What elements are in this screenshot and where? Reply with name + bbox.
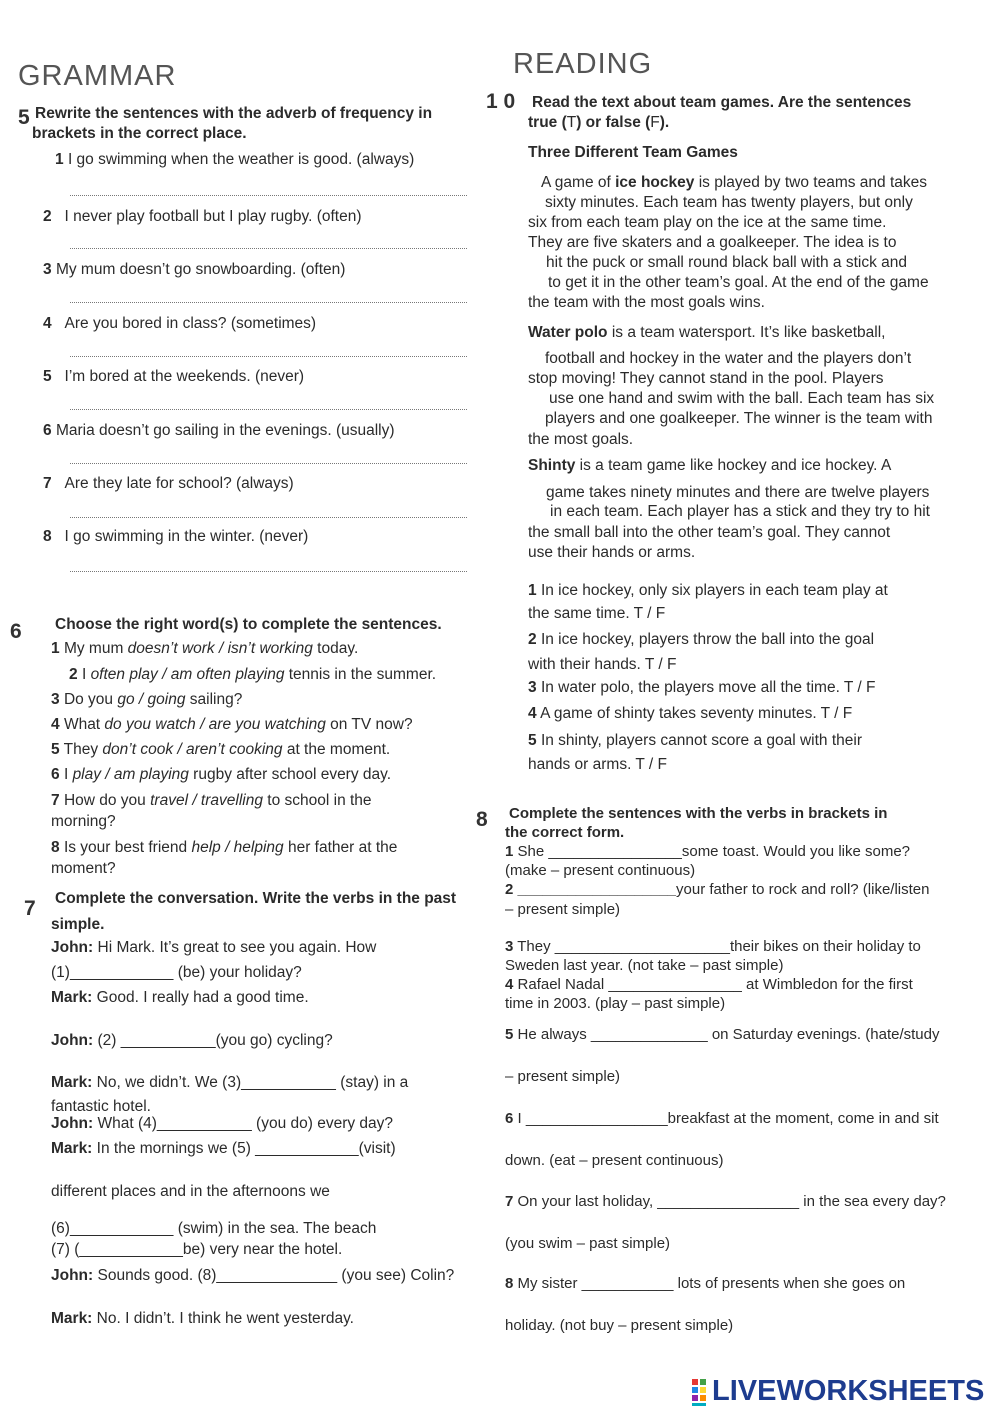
ex6-item-3: 3 Do you go / going sailing? — [51, 691, 243, 708]
ex6-choice-4[interactable]: do you watch / are you watching — [104, 716, 326, 733]
ex5-item-2: 2 I never play football but I play rugby. (often) — [43, 208, 362, 225]
ex5-item-1: 1 I go swimming when the weather is good. (always) — [55, 151, 415, 168]
ex6-choice-1[interactable]: doesn’t work / isn’t working — [127, 640, 313, 657]
reading-heading: READING — [513, 48, 653, 80]
tf-statement-1[interactable]: 1 In ice hockey, only six players in each team play at the same time. T / F — [528, 582, 888, 622]
ice-hockey-line-4: They are five skaters and a goalkeeper. The idea is to — [528, 234, 897, 251]
ex6-item-4: 4 What do you watch / are you watching on TV now? — [51, 716, 413, 733]
conversation-line-2[interactable]: (1)____________ (be) your holiday? — [51, 964, 302, 981]
ex8-item-4[interactable]: 4 Rafael Nadal ________________ at Wimbledon for the first time in 2003. (play – past simple) — [505, 976, 913, 1012]
ice-hockey-line-2: sixty minutes. Each team has twenty players, but only — [545, 194, 913, 211]
ex5-answer-line-4[interactable] — [70, 356, 467, 357]
ex5-answer-line-2[interactable] — [70, 248, 467, 249]
reading-text-title: Three Different Team Games — [528, 144, 738, 161]
ex5-item-3: 3 My mum doesn’t go snowboarding. (often) — [43, 261, 346, 278]
ex6-choice-3[interactable]: go / going — [117, 691, 186, 708]
ice-hockey-line-3: six from each team play on the ice at the same time. — [528, 214, 887, 231]
ex6-choice-5[interactable]: don’t cook / aren’t cooking — [102, 741, 283, 758]
ex5-answer-line-8[interactable] — [70, 571, 467, 572]
ice-hockey-line-7: the team with the most goals wins. — [528, 294, 765, 311]
conversation-line-13: Mark: No. I didn’t. I think he went yesterday. — [51, 1310, 354, 1327]
ice-hockey-line-6: to get it in the other team’s goal. At the end of the game — [548, 274, 929, 291]
water-polo-line-3: stop moving! They cannot stand in the pool. Players — [528, 370, 884, 387]
conversation-line-9: different places and in the afternoons we — [51, 1183, 330, 1200]
water-polo-line-5: players and one goalkeeper. The winner is the team with — [545, 410, 933, 427]
grammar-heading: GRAMMAR — [18, 60, 177, 92]
shinty-line-3: in each team. Each player has a stick and they try to hit — [550, 503, 930, 520]
ex5-item-7: 7 Are they late for school? (always) — [43, 475, 294, 492]
ex5-answer-line-7[interactable] — [70, 517, 467, 518]
conversation-line-8[interactable]: Mark: In the mornings we (5) ____________(visit) — [51, 1140, 396, 1157]
ex6-item-5: 5 They don’t cook / aren’t cooking at the moment. — [51, 741, 391, 758]
water-polo-line-1: Water polo is a team watersport. It’s like basketball, — [528, 324, 886, 341]
ex5-answer-line-5[interactable] — [70, 409, 467, 410]
ex5-answer-line-6[interactable] — [70, 463, 467, 464]
shinty-line-5: use their hands or arms. — [528, 544, 696, 561]
ex5-item-6: 6 Maria doesn’t go sailing in the evenings. (usually) — [43, 422, 395, 439]
water-polo-line-4: use one hand and swim with the ball. Each team has six — [549, 390, 935, 407]
conversation-line-5[interactable]: Mark: No, we didn’t. We (3)___________ (stay) in a — [51, 1074, 409, 1091]
shinty-line-1: Shinty is a team game like hockey and ice hockey. A — [528, 457, 892, 474]
water-polo-line-2: football and hockey in the water and the players don’t — [545, 350, 912, 367]
ex6-item-8: 8 Is your best friend help / helping her father at the moment? — [51, 839, 398, 877]
ex8-item-6[interactable]: 6 I _________________breakfast at the moment, come in and sit down. (eat – present continuous) — [505, 1110, 939, 1169]
conversation-line-12[interactable]: John: Sounds good. (8)______________ (you see) Colin? — [51, 1267, 455, 1284]
ex5-answer-line-3[interactable] — [70, 302, 467, 303]
exercise-7-instruction: Complete the conversation. Write the verbs in the past simple. — [51, 890, 457, 933]
exercise-5-instruction: Rewrite the sentences with the adverb of frequency in brackets in the correct place. — [32, 105, 433, 142]
conversation-line-11[interactable]: (7) (____________be) very near the hotel. — [51, 1241, 343, 1258]
conversation-line-7[interactable]: John: What (4)___________ (you do) every day? — [51, 1115, 394, 1132]
tf-statement-2[interactable]: 2 In ice hockey, players throw the ball into the goal with their hands. T / F — [528, 631, 875, 673]
conversation-line-4[interactable]: John: (2) ___________(you go) cycling? — [51, 1032, 333, 1049]
ex5-item-4: 4 Are you bored in class? (sometimes) — [43, 315, 317, 332]
conversation-line-6: fantastic hotel. — [51, 1098, 151, 1115]
ex6-item-7: 7 How do you travel / travelling to school in the morning? — [51, 792, 372, 830]
exercise-6-instruction: Choose the right word(s) to complete the sentences. — [55, 616, 442, 633]
ex6-choice-6[interactable]: play / am playing — [72, 766, 189, 783]
ex6-item-6: 6 I play / am playing rugby after school every day. — [51, 766, 392, 783]
conversation-line-1: John: Hi Mark. It’s great to see you again. How — [51, 939, 377, 956]
exercise-7-number: 7 — [24, 897, 36, 920]
tf-statement-4[interactable]: 4 A game of shinty takes seventy minutes. T / F — [528, 705, 853, 722]
ex8-item-2[interactable]: 2 ___________________your father to rock and roll? (like/listen – present simple) — [505, 881, 930, 918]
exercise-10-instruction: Read the text about team games. Are the sentences true (T) or false (F). — [528, 94, 912, 131]
tf-statement-3[interactable]: 3 In water polo, the players move all the time. T / F — [528, 679, 876, 696]
liveworksheets-logo-text: LIVEWORKSHEETS — [712, 1375, 985, 1407]
ex8-item-3[interactable]: 3 They _____________________their bikes on their holiday to Sweden last year. (not take – past simple) — [505, 938, 921, 974]
ex6-item-2: 2 I often play / am often playing tennis in the summer. — [69, 666, 437, 683]
ex8-item-8[interactable]: 8 My sister ___________ lots of presents when she goes on holiday. (not buy – present simple) — [505, 1275, 906, 1334]
ex5-item-5: 5 I’m bored at the weekends. (never) — [43, 368, 305, 385]
conversation-line-10[interactable]: (6)____________ (swim) in the sea. The beach — [51, 1220, 377, 1237]
tf-statement-5[interactable]: 5 In shinty, players cannot score a goal with their hands or arms. T / F — [528, 732, 863, 773]
water-polo-line-6: the most goals. — [528, 431, 634, 448]
ex5-item-8: 8 I go swimming in the winter. (never) — [43, 528, 309, 545]
ex6-choice-2[interactable]: often play / am often playing — [90, 666, 285, 683]
exercise-8-number: 8 — [476, 808, 488, 831]
ex6-choice-7[interactable]: travel / travelling — [150, 792, 263, 809]
ex8-item-1[interactable]: 1 She ________________some toast. Would you like some? (make – present continuous) — [505, 843, 911, 879]
exercise-8-instruction: Complete the sentences with the verbs in brackets in the correct form. — [505, 805, 888, 841]
exercise-5-number: 5 — [18, 106, 30, 129]
exercise-6-number: 6 — [10, 620, 22, 643]
exercise-10-number: 1 0 — [486, 90, 516, 113]
liveworksheets-logo[interactable] — [690, 1375, 990, 1409]
ex6-item-1: 1 My mum doesn’t work / isn’t working today. — [51, 640, 359, 657]
ice-hockey-line-1: A game of ice hockey is played by two teams and takes — [541, 174, 928, 191]
shinty-line-4: the small ball into the other team’s goal. They cannot — [528, 524, 891, 541]
ex8-item-5[interactable]: 5 He always ______________ on Saturday evenings. (hate/study – present simple) — [505, 1026, 940, 1085]
ex5-answer-line-1[interactable] — [70, 195, 467, 196]
shinty-line-2: game takes ninety minutes and there are twelve players — [546, 484, 930, 501]
ice-hockey-line-5: hit the puck or small round black ball with a stick and — [546, 254, 907, 271]
ex8-item-7[interactable]: 7 On your last holiday, _________________ in the sea every day? (you swim – past simple) — [505, 1193, 946, 1252]
ex6-choice-8[interactable]: help / helping — [191, 839, 284, 856]
conversation-line-3: Mark: Good. I really had a good time. — [51, 989, 309, 1006]
